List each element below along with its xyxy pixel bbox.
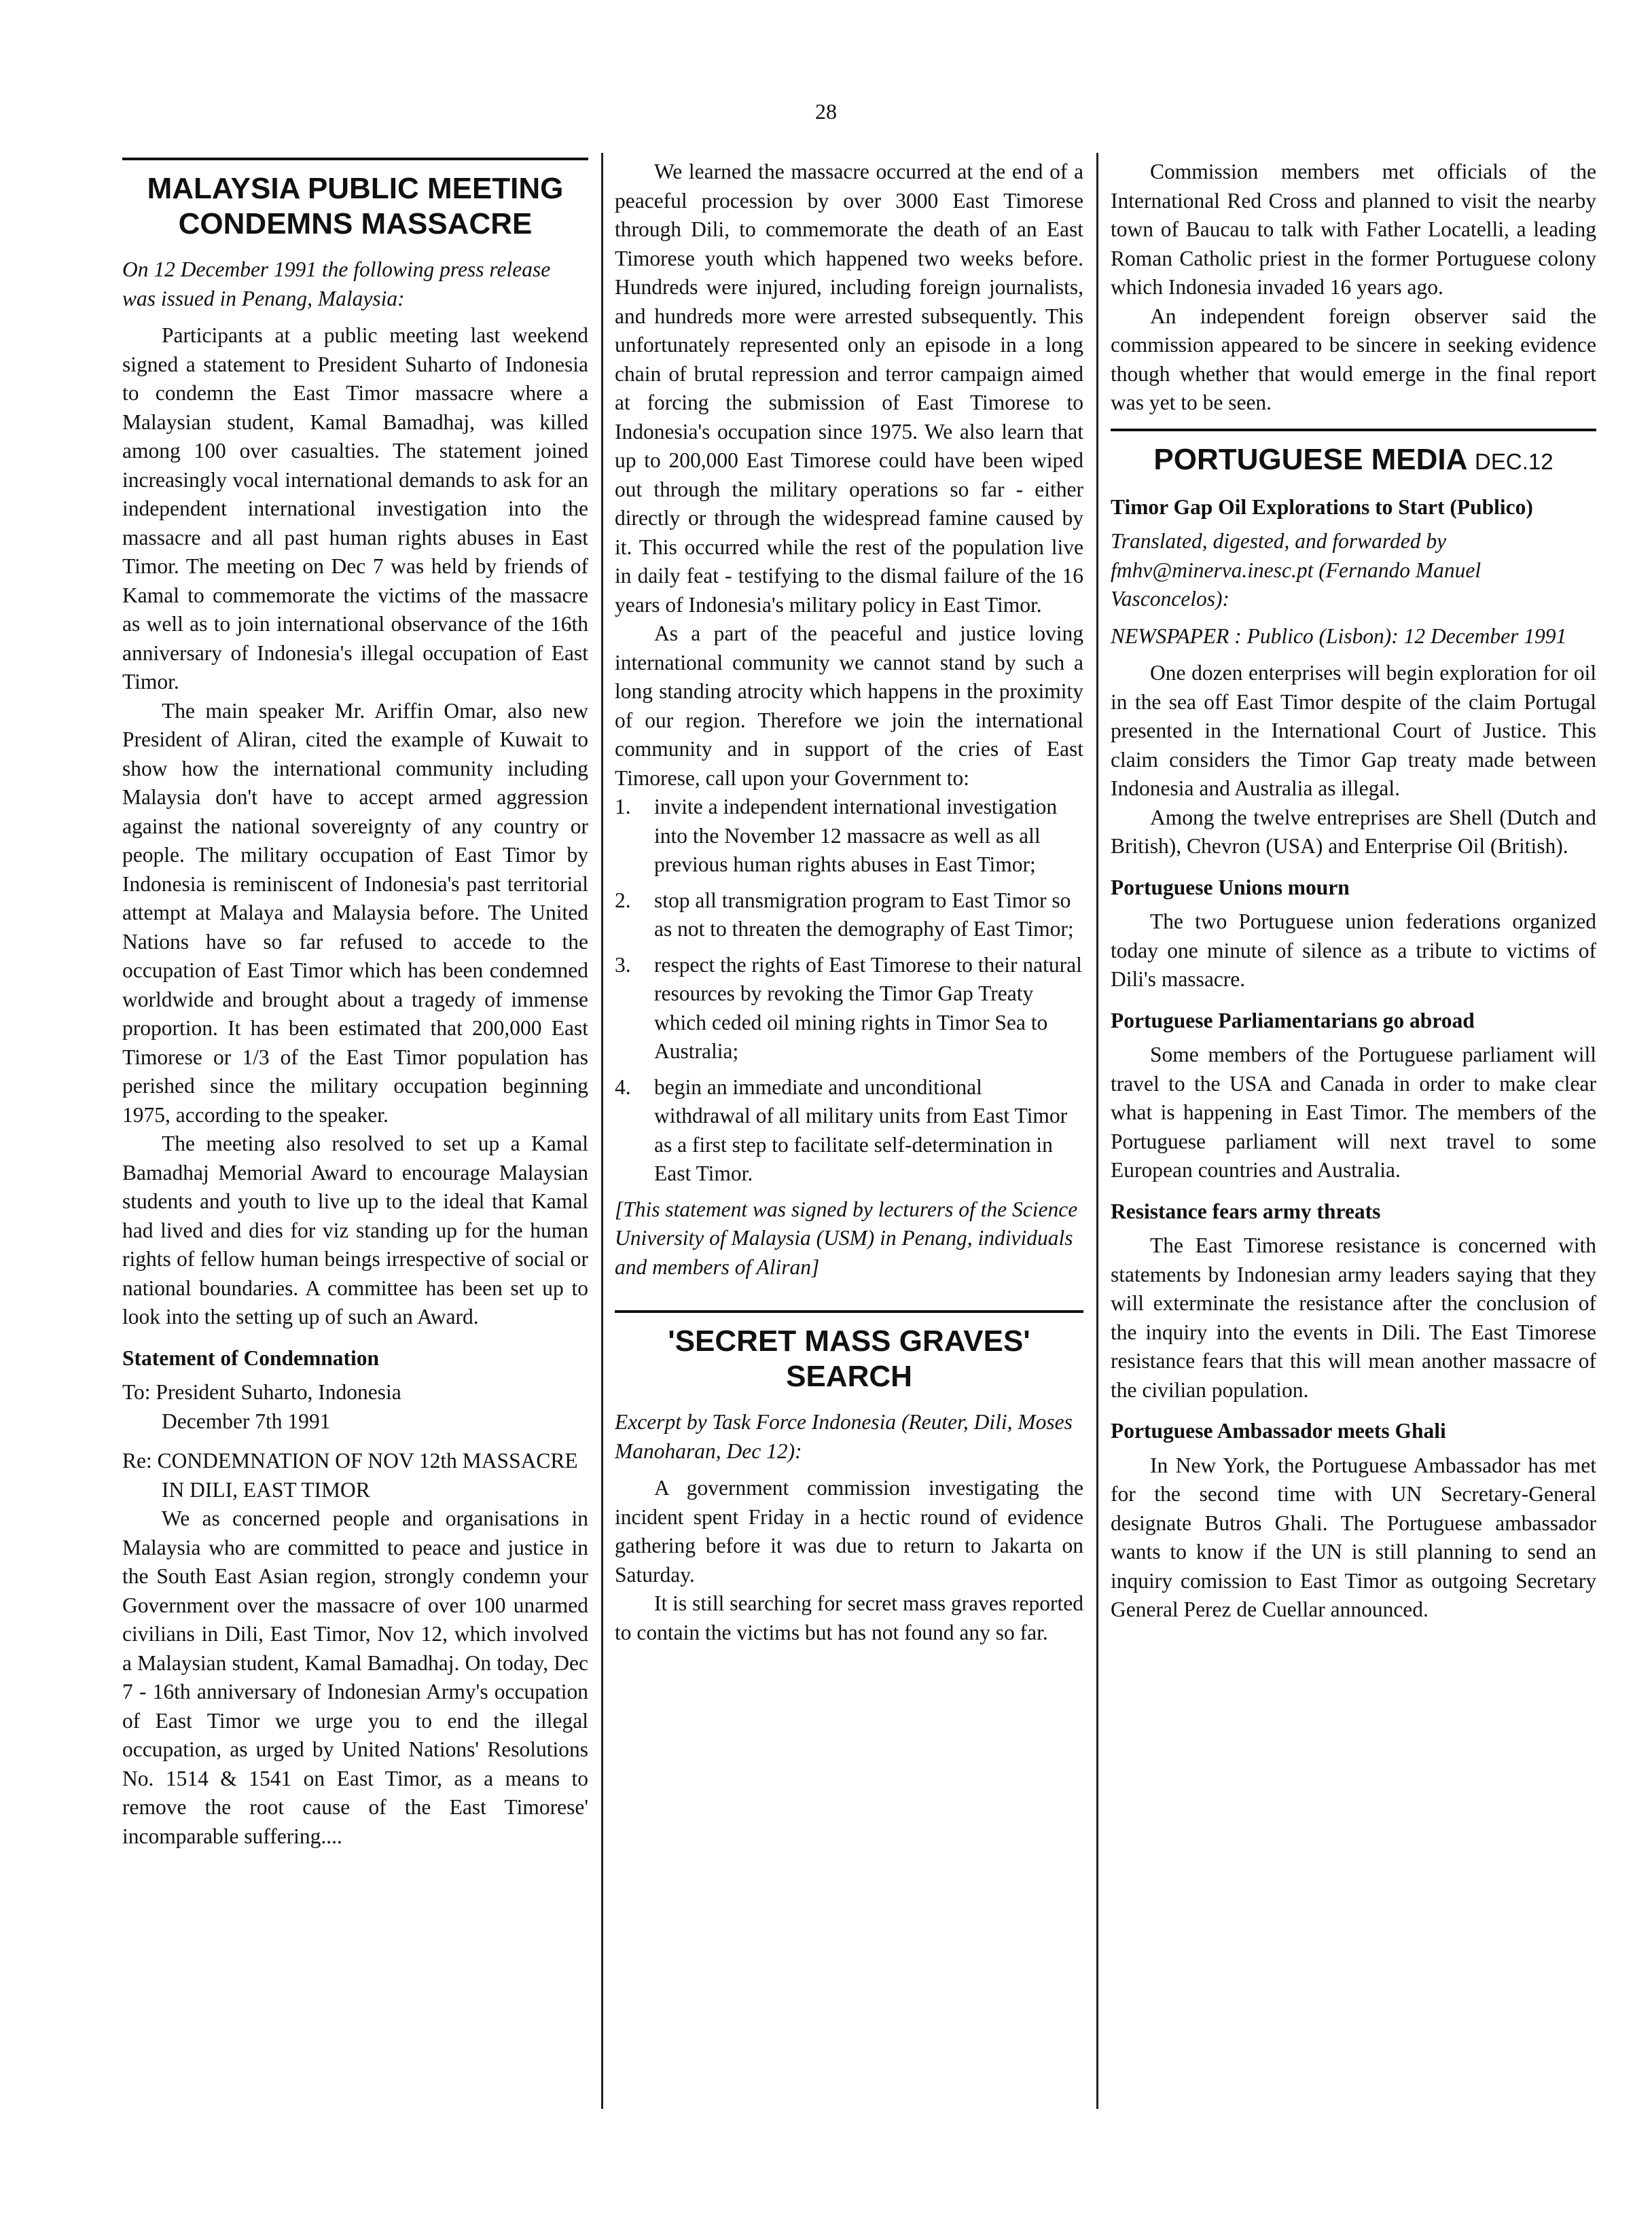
section-heading: Portuguese Parliamentarians go abroad [1111, 1008, 1475, 1032]
list-number: 4. [615, 1075, 631, 1099]
article-headline: MALAYSIA PUBLIC MEETING CONDEMNS MASSACRE [147, 172, 564, 240]
headline-date: DEC.12 [1475, 448, 1554, 474]
section-source: NEWSPAPER : Publico (Lisbon): 12 December 1991 [1111, 624, 1567, 648]
list-number: 1. [615, 795, 631, 818]
article-intro: Excerpt by Task Force Indonesia (Reuter, Dili, Moses Manoharan, Dec 12): [615, 1410, 1073, 1463]
section-paragraph: One dozen enterprises will begin exploration for oil in the sea off East Timor despite of the claim Portugal presented in the International Court of Justice. This claim considers the Timor Gap treaty made between Indonesia and Australia as illegal. [1111, 661, 1596, 800]
article-headline [1111, 442, 1596, 480]
list-item [615, 951, 1083, 1066]
section-heading: Portuguese Unions mourn [1111, 875, 1350, 899]
article-headline: 'SECRET MASS GRAVES' SEARCH [668, 1324, 1030, 1393]
spacer [615, 1290, 1083, 1310]
article-paragraph: An independent foreign observer said the commission appeared to be sincere in seeking evidence though whether that would emerge in the final report was yet to be seen. [1111, 304, 1596, 414]
article-intro: On 12 December 1991 the following press release was issued in Penang, Malaysia: [122, 257, 551, 310]
article-paragraph: Participants at a public meeting last weekend signed a statement to President Suharto of Indonesia to condemn the East Timor massacre where a Malaysian student, Kamal Bamadhaj, was killed among 100 over casualties. The statement joined increasingly vocal international demands to ask for an independent international investigation into the massacre and all past human rights abuses in East Timor. The meeting on Dec 7 was held by friends of Kamal to commemorate the victims of the massacre as well as to join international observance of the 16th anniversary of Indonesia's illegal occupation of East Timor. [122, 323, 588, 693]
headline-rule [615, 1310, 1083, 1313]
spacer [1111, 418, 1596, 429]
statement-paragraph: We learned the massacre occurred at the end of a peaceful procession by over 3000 East Timorese through Dili, to commemorate the death of an East Timorese youth which happened two weeks before. Hundreds were injured, including foreign journalists, and hundreds more were arrested subsequently. This unfortunately represented only an episode in a long chain of brutal repression and terror campaign aimed at forcing the submission of East Timorese to Indonesia's occupation since 1975. We also learn that up to 200,000 East Timorese could have been wiped out through the military operations so far - either directly or through the widespread famine caused by it. This occurred while the rest of the population live in daily feat - testifying to the dismal failure of the 16 years of Indonesia's military policy in East Timor. [615, 160, 1083, 617]
spacer [122, 1436, 588, 1447]
article-paragraph: A government commission investigating the incident spent Friday in a hectic round of evidence gathering before it was due to return to Jakarta on Saturday. [615, 1476, 1083, 1587]
column-divider-2 [1096, 153, 1098, 2109]
headline-text: PORTUGUESE MEDIA [1153, 442, 1467, 476]
column-3 [1111, 158, 1596, 2114]
list-item [615, 886, 1083, 944]
list-number: 3. [615, 952, 631, 977]
list-item [615, 1073, 1083, 1189]
section-heading: Resistance fears army threats [1111, 1199, 1381, 1223]
list-text: respect the rights of East Timorese to their natural resources by revoking the Timor Gap Treaty which ceded oil mining rights in Timor Sea to Australia; [654, 952, 1082, 1063]
letter-date: December 7th 1991 [162, 1409, 331, 1433]
page-number: 28 [815, 99, 837, 124]
closing-note: [This statement was signed by lecturers of the Science University of Malaysia (USM) in Penang, individuals and members of Aliran] [615, 1197, 1078, 1279]
list-item [615, 793, 1083, 880]
section-heading: Statement of Condemnation [122, 1346, 379, 1370]
section-heading: Timor Gap Oil Explorations to Start (Publico) [1111, 494, 1533, 519]
article-paragraph: The main speaker Mr. Ariffin Omar, also new President of Aliran, cited the example of Kuwait to show how the international community including Malaysia don't have to accept armed aggression against the national sovereignty of any country or people. The military occupation of East Timor by Indonesia is reminiscent of Indonesia's past territorial attempt at Malaya and Malaysia before. The United Nations have so far refused to accede to the occupation of East Timor which has been condemned worldwide and brought about a tragedy of immense proportion. It has been estimated that 200,000 East Timorese or 1/3 of the East Timor population has perished since the military occupation beginning 1975, according to the speaker. [122, 698, 588, 1127]
headline-rule [122, 158, 588, 160]
article-paragraph: It is still searching for secret mass graves reported to contain the victims but has not found any so far. [615, 1591, 1083, 1644]
headline-rule [1111, 429, 1596, 431]
section-credit: Translated, digested, and forwarded by fmhv@minerva.inesc.pt (Fernando Manuel Vasconcelos): [1111, 529, 1482, 611]
section-paragraph: In New York, the Portuguese Ambassador has met for the second time with UN Secretary-General designate Butros Ghali. The Portuguese ambassador wants to know if the UN is still planning to send an inquiry comission to East Timor as outgoing Secretary General Perez de Cuellar announced. [1111, 1453, 1596, 1621]
column-divider-1 [601, 153, 603, 2109]
list-text: begin an immediate and unconditional withdrawal of all military units from East Timor as a first step to facilitate self-determination in East Timor. [654, 1075, 1068, 1185]
column-1 [122, 158, 588, 2114]
demands-list [615, 793, 1083, 1189]
section-heading: Portuguese Ambassador meets Ghali [1111, 1419, 1446, 1443]
section-paragraph: The East Timorese resistance is concerned with statements by Indonesian army leaders saying that they will exterminate the resistance after the conclusion of the inquiry into the events in Dili. The East Timorese resistance fears that this will mean another massacre of the civilian population. [1111, 1233, 1596, 1402]
list-number: 2. [615, 888, 631, 912]
list-text: stop all transmigration program to East Timor so as not to threaten the demography of East Timor; [654, 888, 1074, 941]
section-paragraph: Some members of the Portuguese parliament will travel to the USA and Canada in order to make clear what is happening in East Timor. The members of the Portuguese parliament will next travel to some European countries and Australia. [1111, 1043, 1596, 1182]
column-2 [615, 158, 1083, 2114]
section-paragraph: Among the twelve entreprises are Shell (Dutch and British), Chevron (USA) and Enterprise Oil (British). [1111, 805, 1596, 858]
list-text: invite a independent international investigation into the November 12 massacre as well as all previous human rights abuses in East Timor; [654, 795, 1058, 876]
letter-recipient: To: President Suharto, Indonesia [122, 1380, 401, 1404]
statement-paragraph: As a part of the peaceful and justice loving international community we cannot stand by such a long standing atrocity which happens in the proximity of our region. Therefore we join the international community and in support of the cries of East Timorese, call upon your Government to: [615, 621, 1083, 790]
letter-subject: Re: CONDEMNATION OF NOV 12th MASSACRE IN DILI, EAST TIMOR [122, 1449, 578, 1502]
statement-paragraph: We as concerned people and organisations in Malaysia who are committed to peace and justice in the South East Asian region, strongly condemn your Government over the massacre of over 100 unarmed civilians in Dili, East Timor, Nov 12, which involved a Malaysian student, Kamal Bamadhaj. On today, Dec 7 - 16th anniversary of Indonesian Army's occupation of East Timor we urge you to end the illegal occupation, as urged by United Nations' Resolutions No. 1514 & 1541 on East Timor, as a means to remove the root cause of the East Timorese' incomparable suffering.... [122, 1506, 588, 1848]
article-paragraph: Commission members met officials of the International Red Cross and planned to visit the nearby town of Baucau to talk with Father Locatelli, a leading Roman Catholic priest in the former Portuguese colony which Indonesia invaded 16 years ago. [1111, 160, 1596, 299]
section-paragraph: The two Portuguese union federations organized today one minute of silence as a tribute to victims of Dili's massacre. [1111, 909, 1596, 991]
article-paragraph: The meeting also resolved to set up a Kamal Bamadhaj Memorial Award to encourage Malaysian students and youth to live up to the ideal that Kamal had lived and dies for viz standing up for the human rights of fellow human beings irrespective of social or national boundaries. A committee has been set up to look into the setting up of such an Award. [122, 1132, 588, 1329]
